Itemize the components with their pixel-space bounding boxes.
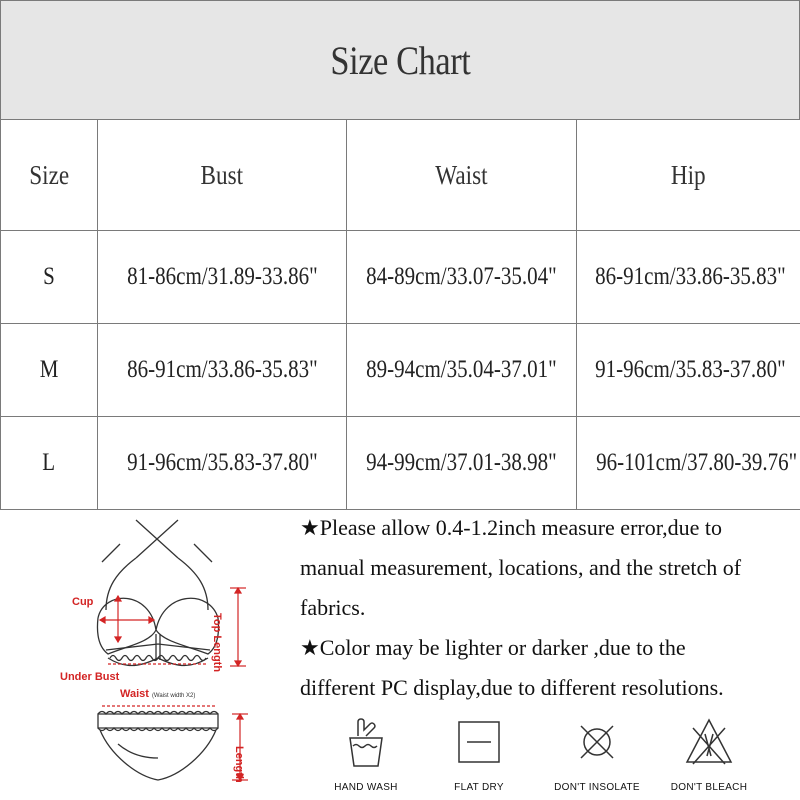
cup-label: Cup bbox=[72, 596, 94, 608]
care-label: HAND WASH bbox=[334, 782, 398, 793]
table-row bbox=[1, 417, 800, 510]
bust-cell: 86-91cm/33.86-35.83" bbox=[98, 324, 347, 417]
care-label: FLAT DRY bbox=[454, 782, 504, 793]
care-do-not-bleach bbox=[654, 712, 764, 793]
chart-title: Size Chart bbox=[330, 37, 470, 83]
size-table bbox=[0, 119, 800, 510]
care-do-not-insolate bbox=[542, 712, 652, 793]
size-cell: M bbox=[1, 324, 98, 417]
note-measure-error: ★Please allow 0.4-1.2inch measure error,due to manual measurement, locations, and the stretch of fabrics. bbox=[300, 515, 742, 620]
hip-cell: 91-96cm/35.83-37.80" bbox=[577, 324, 800, 417]
column-header-hip: Hip bbox=[577, 120, 800, 231]
do-not-bleach-icon bbox=[679, 712, 739, 772]
size-cell: L bbox=[1, 417, 98, 510]
do-not-insolate-icon bbox=[567, 712, 627, 772]
column-header-bust: Bust bbox=[98, 120, 347, 231]
table-row bbox=[1, 231, 800, 324]
waist-note: (Waist width X2) bbox=[151, 693, 196, 699]
care-label: DON'T INSOLATE bbox=[554, 782, 640, 793]
column-header-size: Size bbox=[1, 120, 98, 231]
flat-dry-icon bbox=[449, 712, 509, 772]
table-header-row bbox=[1, 120, 800, 231]
hand-wash-icon bbox=[336, 712, 396, 772]
under-bust-label: Under Bust bbox=[60, 671, 120, 683]
notes bbox=[300, 508, 790, 708]
length-label: Length bbox=[233, 746, 245, 783]
chart-title-bar bbox=[0, 0, 800, 120]
waist-label: Waist (Waist width X2) bbox=[120, 688, 196, 700]
top-length-label: Top Length bbox=[211, 613, 223, 673]
waist-cell: 84-89cm/33.07-35.04" bbox=[347, 231, 577, 324]
waist-cell: 94-99cm/37.01-38.98" bbox=[347, 417, 577, 510]
waist-cell: 89-94cm/35.04-37.01" bbox=[347, 324, 577, 417]
hip-cell: 96-101cm/37.80-39.76" bbox=[577, 417, 800, 510]
note-color: ★Color may be lighter or darker ,due to the different PC display,due to different resolutions. bbox=[300, 635, 724, 700]
care-flat-dry bbox=[424, 712, 534, 793]
hip-cell: 86-91cm/33.86-35.83" bbox=[577, 231, 800, 324]
bust-cell: 81-86cm/31.89-33.86" bbox=[98, 231, 347, 324]
care-label: DON'T BLEACH bbox=[670, 782, 748, 793]
bust-cell: 91-96cm/35.83-37.80" bbox=[98, 417, 347, 510]
care-hand-wash bbox=[311, 712, 421, 793]
measurement-diagram bbox=[58, 518, 268, 788]
size-cell: S bbox=[1, 231, 98, 324]
column-header-waist: Waist bbox=[347, 120, 577, 231]
table-row bbox=[1, 324, 800, 417]
